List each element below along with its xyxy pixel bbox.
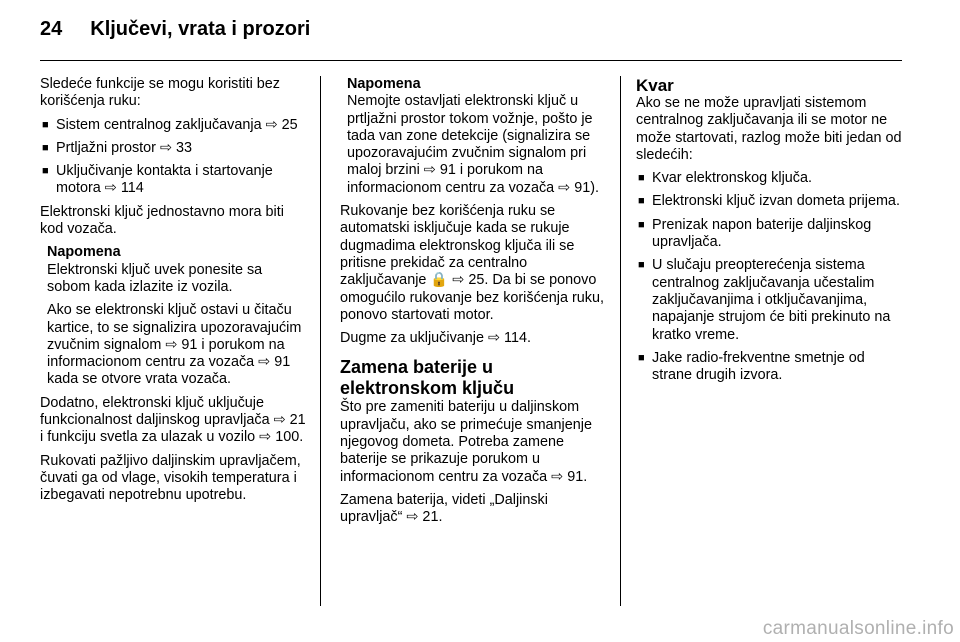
paragraph: Ako se ne može upravljati sistemom centralnog zaključavanja ili se motor ne može startovati, razlog može biti jedan od sledećih: <box>636 95 902 163</box>
note-box <box>347 76 606 197</box>
paragraph: Rukovati pažljivo daljinskim upravljačem, čuvati ga od vlage, visokih temperatura i izbegavati nepotrebnu upotrebu. <box>40 452 301 504</box>
page-header <box>40 18 310 48</box>
paragraph: Rukovanje bez korišćenja ruku se automatski isključuje kada se rukuje dugmadima elektronskog ključa ili se pritisne prekidač za centralno zaključavanje 🔒 ⇨ 25. Da bi se ponovo omogućilo rukovanje bez korišćenja ruku, ponovo startovati motor. <box>340 203 604 323</box>
paragraph: Što pre zameniti bateriju u daljinskom upravljaču, ako se primećuje smanjenje njegovog dometa. Potreba zamene baterije se prikazuje porukom u informacionom centru za vozača ⇨ 91. <box>340 399 592 485</box>
list-item: ■ Prtljažni prostor ⇨ 33 <box>40 140 308 157</box>
note-heading: Napomena <box>347 76 421 92</box>
list-item: ■ Elektronski ključ izvan dometa prijema. <box>636 193 904 210</box>
list-item: ■ Kvar elektronskog ključa. <box>636 170 904 187</box>
intro-paragraph: Sledeće funkcije se mogu koristiti bez korišćenja ruku: <box>40 76 280 110</box>
list-item: ■ Sistem centralnog zaključavanja ⇨ 25 <box>40 117 308 134</box>
section-heading: Zamena baterije u elektronskom ključu <box>340 357 515 399</box>
watermark-text: carmanualsonline.info <box>762 618 954 639</box>
paragraph: Dugme za uključivanje ⇨ 114. <box>340 330 531 347</box>
paragraph: Elektronski ključ jednostavno mora biti kod vozača. <box>40 203 284 238</box>
list-item: ■ Prenizak napon baterije daljinskog upravljača. <box>636 217 904 252</box>
note-box <box>47 244 308 388</box>
section-heading: Kvar <box>636 76 674 95</box>
column-1 <box>40 76 308 511</box>
column-divider-2 <box>620 76 621 606</box>
column-2 <box>340 76 606 533</box>
column-divider-1 <box>320 76 321 606</box>
note-heading: Napomena <box>47 244 121 261</box>
list-item: ■ U slučaju preopterećenja sistema centralnog zaključavanja učestalim zaključavanjima i otključavanjima, napajanje strujom će biti prekinuto na kratko vreme. <box>636 257 904 343</box>
page-title: Ključevi, vrata i prozori <box>90 18 311 40</box>
paragraph: Zamena baterija, videti „Daljinski upravljač“ ⇨ 21. <box>340 491 548 526</box>
paragraph: Dodatno, elektronski ključ uključuje funkcionalnost daljinskog upravljača ⇨ 21 i funkciju svetla za ulazak u vozilo ⇨ 100. <box>40 394 306 446</box>
note-paragraph: Nemojte ostavljati elektronski ključ u prtljažni prostor tokom vožnje, pošto je tada van zone detekcije (signalizira se upozoravajućim zvučnim signalom pri maloj brzini ⇨ 91 i porukom na informacionom centru za vozača ⇨ 91). <box>347 93 600 196</box>
column-3 <box>636 76 904 390</box>
page-number: 24 <box>40 18 63 40</box>
header-rule <box>40 60 902 61</box>
note-paragraph: Ako se elektronski ključ ostavi u čitaču kartice, to se signalizira upozoravajućim zvučnim signalom ⇨ 91 i porukom na informacionom centru za vozača ⇨ 91 kada se otvore vrata vozača. <box>47 302 302 388</box>
list-item: ■ Uključivanje kontakta i startovanje motora ⇨ 114 <box>40 163 308 198</box>
note-paragraph: Elektronski ključ uvek ponesite sa sobom kada izlazite iz vozila. <box>47 261 263 295</box>
list-item: ■ Jake radio-frekventne smetnje od strane drugih izvora. <box>636 350 904 385</box>
